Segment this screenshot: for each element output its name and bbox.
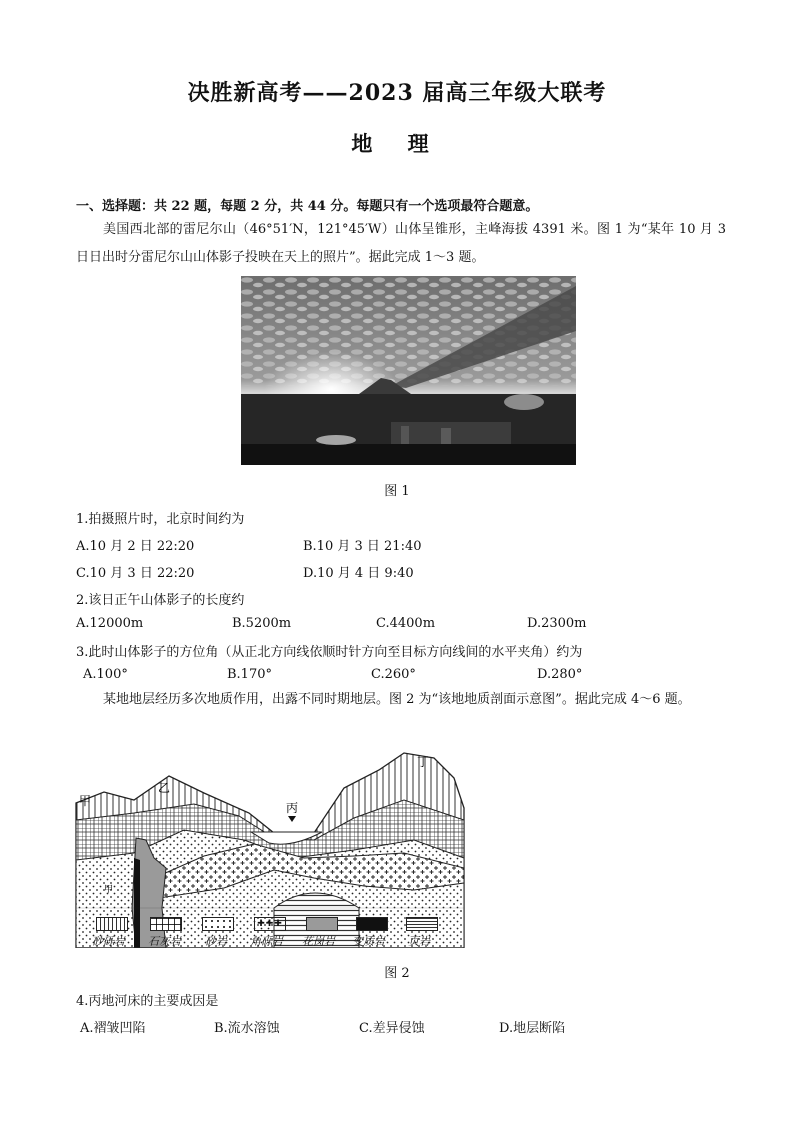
legend-swatch-limestone bbox=[150, 917, 182, 931]
label-jia: 甲 bbox=[79, 794, 92, 808]
legend-label-granite: 花岗岩 bbox=[302, 935, 335, 948]
q4-option-d: D.地层断陷 bbox=[499, 1021, 566, 1036]
question-3-stem: 3.此时山体影子的方位角（从正北方向线依顺时针方向至目标方向线间的水平夹角）约为 bbox=[76, 645, 583, 660]
q3-option-c: C.260° bbox=[371, 667, 416, 682]
legend-swatch-metamorphic bbox=[356, 917, 388, 931]
subject-title: 地 理 bbox=[351, 131, 443, 156]
figure-1-caption: 图 1 bbox=[384, 484, 410, 499]
q1-option-c: C.10 月 3 日 22:20 bbox=[76, 566, 195, 581]
figure-1-photo bbox=[241, 276, 576, 465]
q2-option-a: A.12000m bbox=[76, 616, 144, 631]
section-heading: 一、选择题：共 22 题，每题 2 分，共 44 分。每题只有一个选项最符合题意。 bbox=[76, 199, 539, 214]
figure-2-caption: 图 2 bbox=[384, 966, 410, 981]
legend-swatch-granite bbox=[306, 917, 338, 931]
legend-swatch-shale bbox=[406, 917, 438, 931]
legend-label-breccia: 角砾岩 bbox=[250, 935, 283, 948]
passage-2: 某地地层经历多次地质作用，出露不同时期地层。图 2 为“该地地质剖面示意图”。据此完成 4～6 题。 bbox=[103, 692, 691, 707]
label-ding: 丁 bbox=[417, 755, 430, 769]
legend-label-metamorphic: 变质岩 bbox=[352, 935, 385, 948]
legend-label-shale: 页岩 bbox=[408, 935, 430, 948]
q3-option-a: A.100° bbox=[83, 667, 128, 682]
label-jia-small: 甲 bbox=[104, 885, 114, 895]
q1-option-d: D.10 月 4 日 9:40 bbox=[303, 566, 414, 581]
question-2-stem: 2.该日正午山体影子的长度约 bbox=[76, 593, 245, 608]
page-title: 决胜新高考——2023 届高三年级大联考 bbox=[187, 80, 607, 106]
legend-label-conglomerate: 砂砾岩 bbox=[92, 935, 125, 948]
legend-label-limestone: 石灰岩 bbox=[148, 935, 181, 948]
q1-option-a: A.10 月 2 日 22:20 bbox=[76, 539, 195, 554]
q3-option-d: D.280° bbox=[537, 667, 583, 682]
legend-swatch-conglomerate bbox=[96, 917, 128, 931]
q2-option-b: B.5200m bbox=[232, 616, 292, 631]
legend-swatch-sandstone bbox=[202, 917, 234, 931]
q4-option-c: C.差异侵蚀 bbox=[359, 1021, 425, 1036]
q4-option-a: A.褶皱凹陷 bbox=[80, 1021, 146, 1036]
q4-option-b: B.流水溶蚀 bbox=[214, 1021, 280, 1036]
q2-option-d: D.2300m bbox=[527, 616, 587, 631]
legend-label-sandstone: 砂岩 bbox=[205, 935, 227, 948]
q1-option-b: B.10 月 3 日 21:40 bbox=[303, 539, 422, 554]
q2-option-c: C.4400m bbox=[376, 616, 436, 631]
passage-1: 美国西北部的雷尼尔山（46°51′N，121°45′W）山体呈锥形，主峰海拔 4391 米。图 1 为“某年 10 月 3 日日出时分雷尼尔山山体影子投映在天上的照片”。据此完成 1～3 题。 bbox=[76, 222, 726, 265]
label-bing: 丙 bbox=[286, 801, 299, 815]
question-1-stem: 1.拍摄照片时，北京时间约为 bbox=[76, 512, 245, 527]
question-4-stem: 4.丙地河床的主要成因是 bbox=[76, 994, 219, 1009]
label-yi: 乙 bbox=[158, 781, 171, 795]
legend-swatch-breccia: ✚✚✚ bbox=[254, 917, 286, 931]
q3-option-b: B.170° bbox=[227, 667, 272, 682]
figure-2-legend bbox=[92, 915, 492, 951]
